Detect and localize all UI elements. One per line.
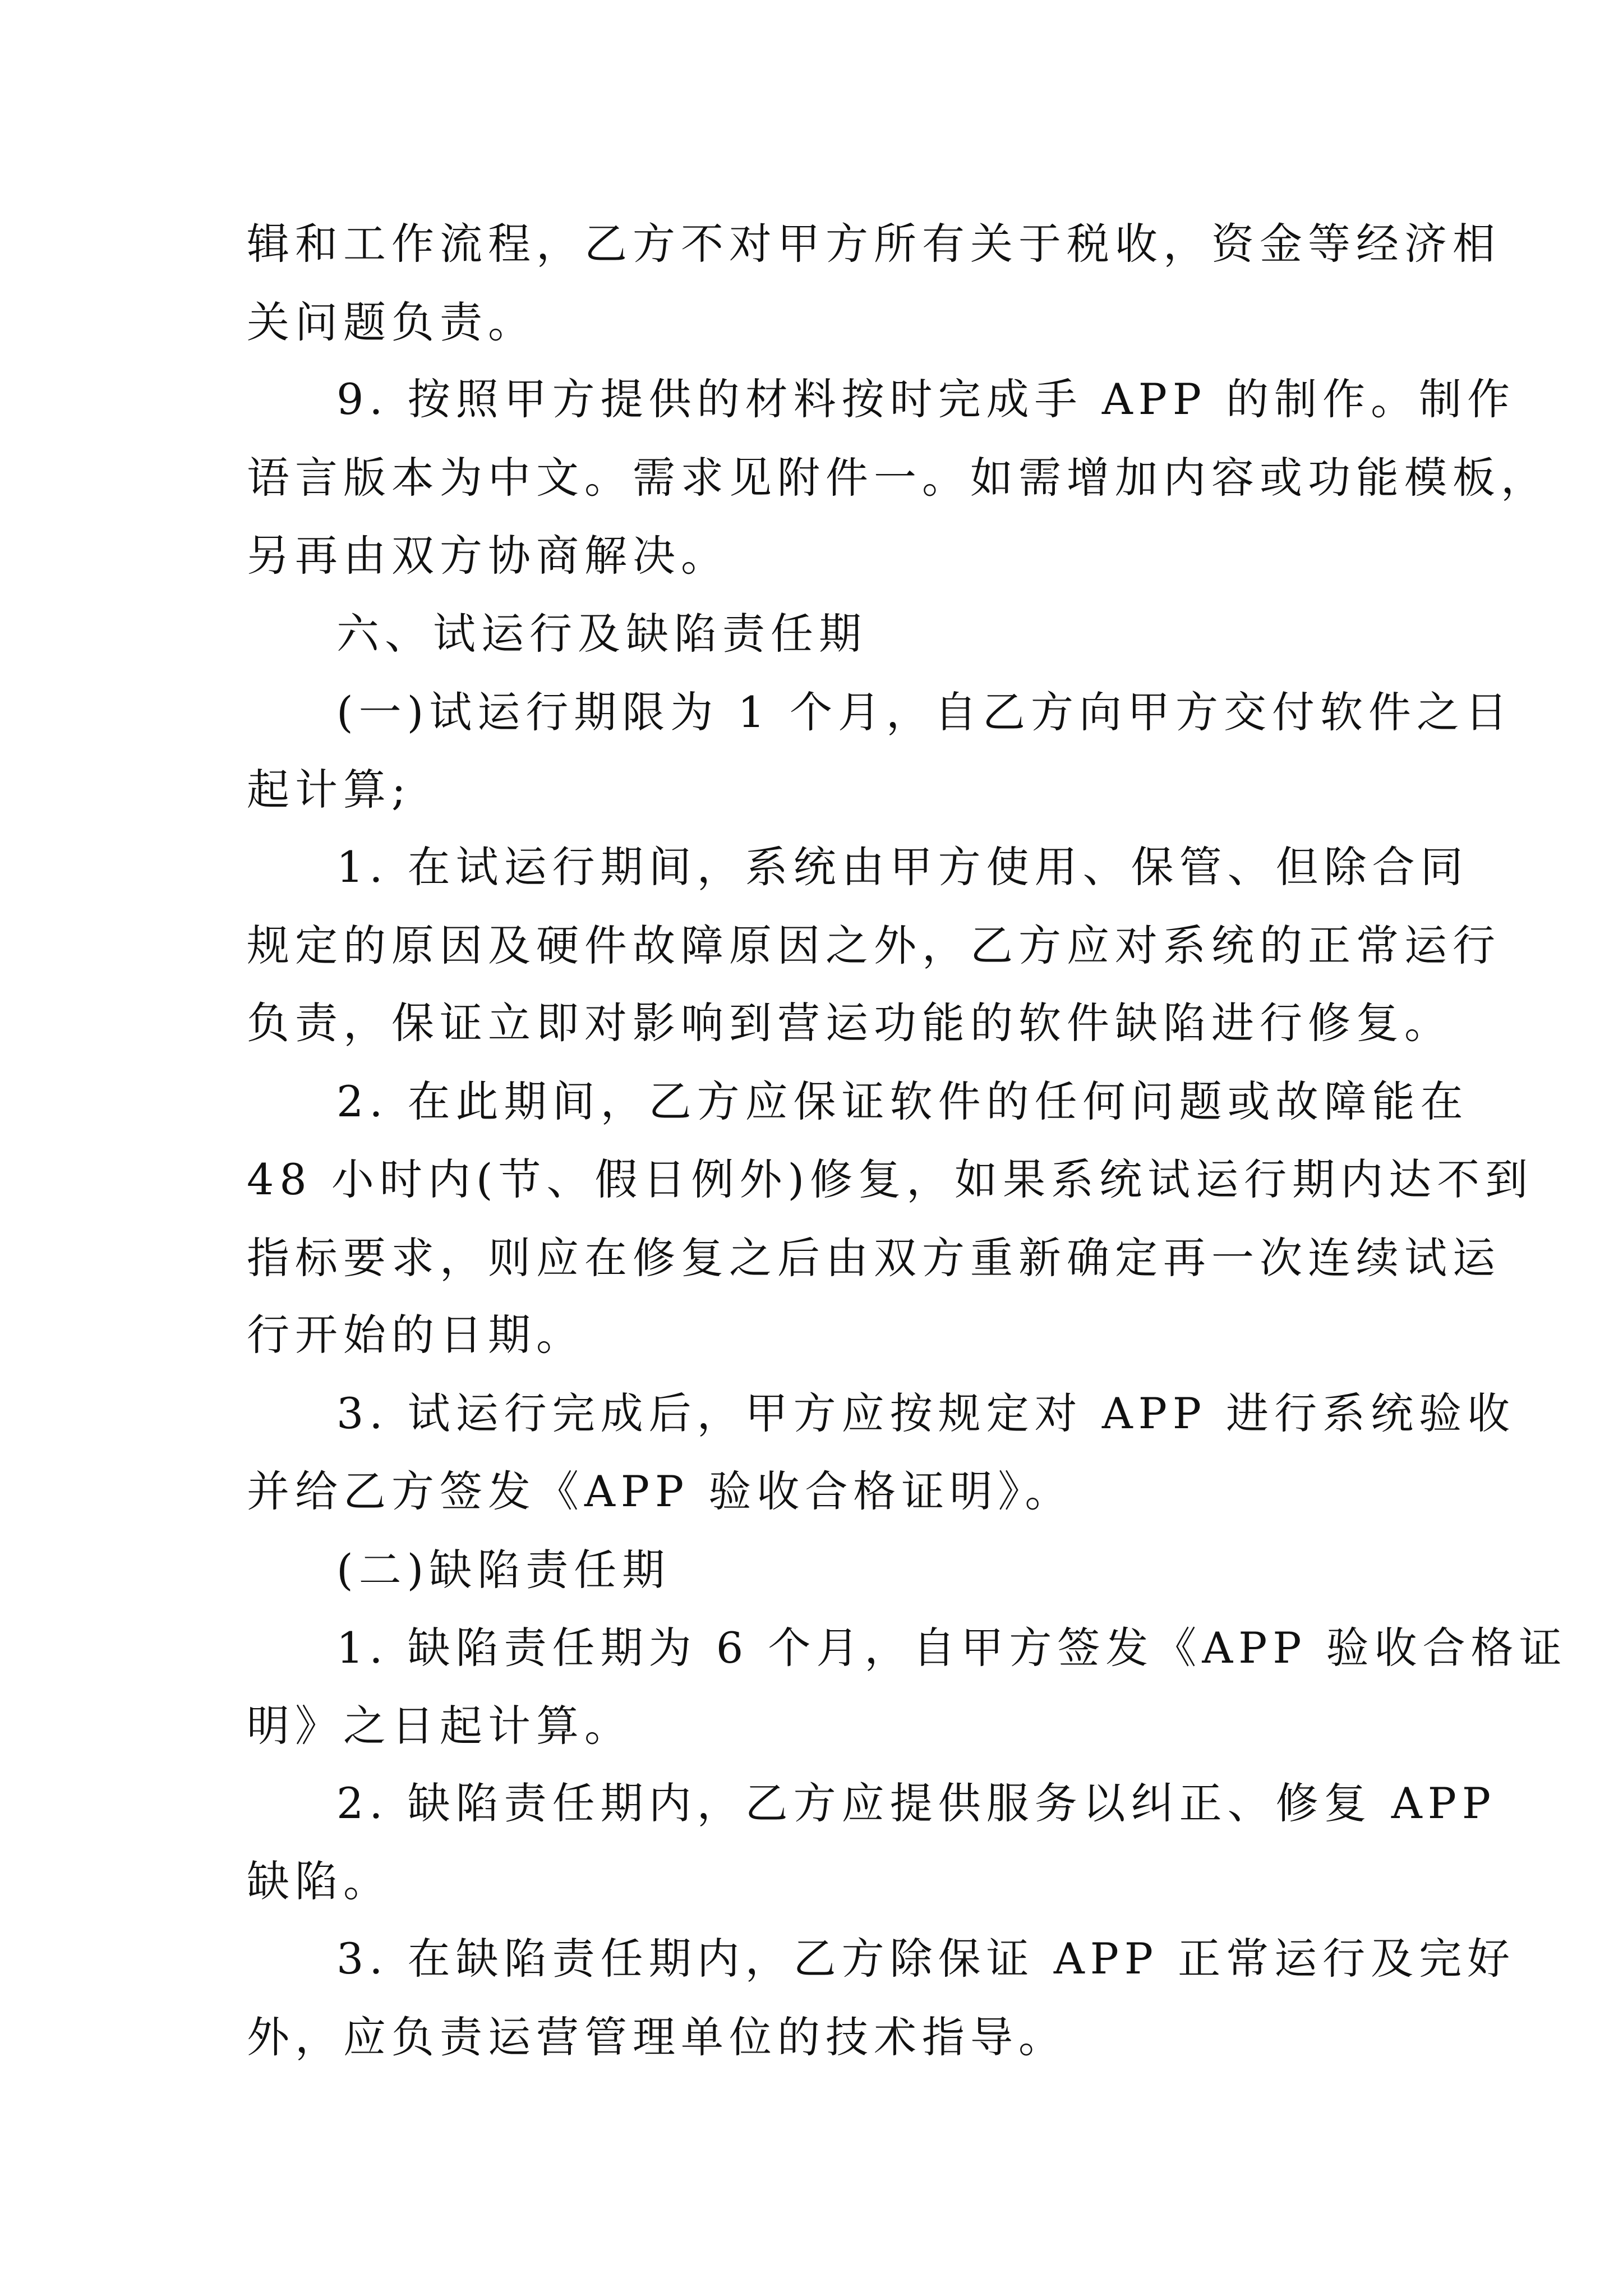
text-line: 规定的原因及硬件故障原因之外，乙方应对系统的正常运行 [247,921,1501,970]
text-line: 行开始的日期。 [247,1310,584,1360]
text-line: 48 小时内(节、假日例外)修复，如果系统试运行期内达不到 [247,1154,1534,1204]
text-line: 2. 缺陷责任期内，乙方应提供服务以纠正、修复 APP [336,1778,1496,1828]
text-line: 并给乙方签发《APP 验收合格证明》。 [247,1466,1073,1516]
text-line: 起计算; [247,765,412,815]
text-line: 语言版本为中文。需求见附件一。如需增加内容或功能模板， [247,453,1549,503]
text-line: 2. 在此期间，乙方应保证软件的任何问题或故障能在 [336,1076,1469,1126]
text-line: 辑和工作流程，乙方不对甲方所有关于税收，资金等经济相 [247,219,1501,269]
text-line: 明》之日起计算。 [247,1701,633,1751]
text-line: 9. 按照甲方提供的材料按时完成手 APP 的制作。制作 [336,374,1516,424]
text-line: 1. 在试运行期间，系统由甲方使用、保管、但除合同 [336,842,1469,892]
text-line: 3. 试运行完成后，甲方应按规定对 APP 进行系统验收 [336,1388,1516,1438]
text-line: 缺陷。 [247,1856,391,1906]
text-line: 负责，保证立即对影响到营运功能的软件缺陷进行修复。 [247,998,1453,1048]
text-line: 另再由双方协商解决。 [247,531,729,581]
text-line: 3. 在缺陷责任期内，乙方除保证 APP 正常运行及完好 [336,1934,1516,1984]
text-line: 指标要求，则应在修复之后由双方重新确定再一次连续试运 [247,1233,1501,1283]
section-heading: 六、试运行及缺陷责任期 [336,609,867,659]
text-line: 1. 缺陷责任期为 6 个月，自甲方签发《APP 验收合格证 [336,1623,1567,1673]
subsection-heading: (二)缺陷责任期 [336,1545,671,1595]
text-line: (一)试运行期限为 1 个月，自乙方向甲方交付软件之日 [336,687,1513,737]
text-line: 外，应负责运营管理单位的技术指导。 [247,2012,1067,2062]
text-line: 关问题负责。 [247,297,536,347]
